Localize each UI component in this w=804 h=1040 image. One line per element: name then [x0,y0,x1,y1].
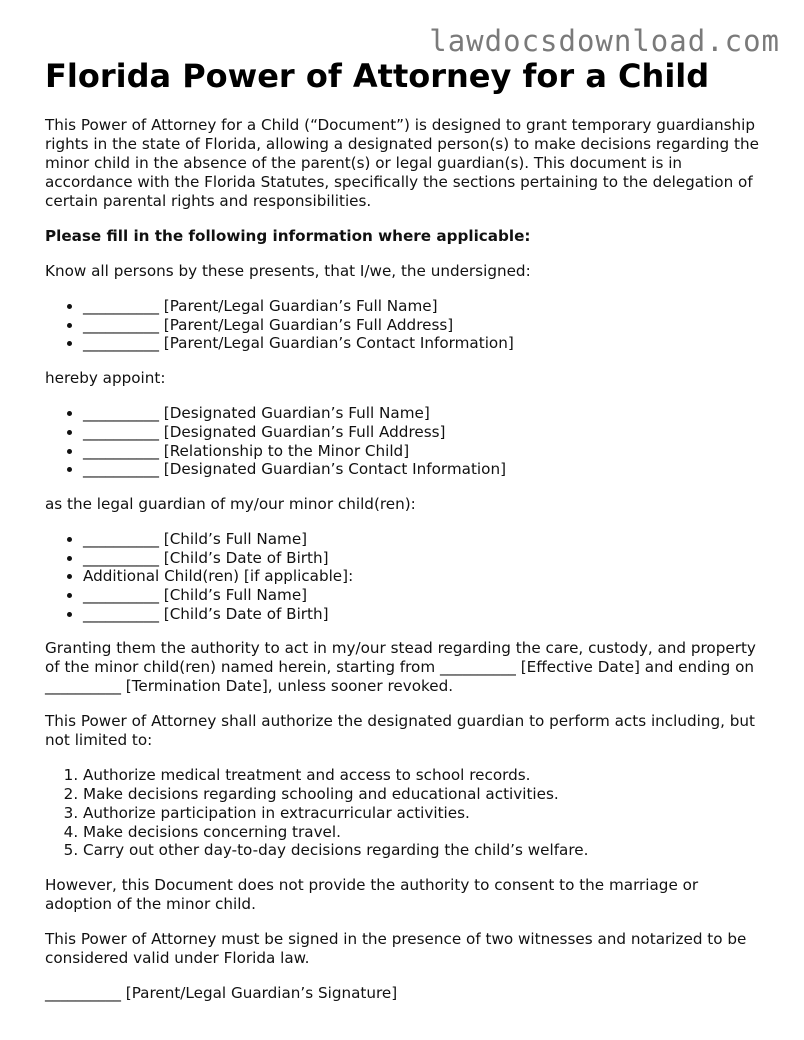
signing-requirement-paragraph: This Power of Attorney must be signed in the presence of two witnesses and notarized to be considered valid under Florida law. [45,929,747,967]
parent-field-address: • __________ [Parent/Legal Guardian’s Full Address] [83,316,767,335]
guardian-fields-list [45,404,767,479]
child-field-name: • __________ [Child’s Full Name] [83,530,767,549]
child-fields-list [45,530,767,624]
instruction-heading: Please fill in the following information where applicable: [45,227,531,245]
power-item: 3. Authorize participation in extracurricular activities. [83,804,767,823]
document-title: Florida Power of Attorney for a Child [45,57,710,95]
additional-children-label: • Additional Child(ren) [if applicable]: [83,567,767,586]
granting-paragraph: Granting them the authority to act in my/our stead regarding the care, custody, and property of the minor child(ren) named herein, starting from __________ [Effective Date] and ending on __________ [Termination Date], unless sooner revoked. [45,639,756,696]
power-item: 4. Make decisions concerning travel. [83,823,767,842]
signature-line: __________ [Parent/Legal Guardian’s Signature] [45,983,398,1002]
intro-paragraph: This Power of Attorney for a Child (“Document”) is designed to grant temporary guardianship rights in the state of Florida, allowing a designated person(s) to make decisions regarding the minor child in the absence of the parent(s) or legal guardian(s). This document is in accordance with the Florida Statutes, specifically the sections pertaining to the delegation of certain parental rights and responsibilities. [45,116,759,210]
guardian-field-relationship: • __________ [Relationship to the Minor Child] [83,442,767,461]
power-item: 2. Make decisions regarding schooling and educational activities. [83,785,767,804]
child-field-dob: • __________ [Child’s Date of Birth] [83,549,767,568]
parent-fields-list [45,297,767,353]
document-body [45,56,767,1019]
guardian-field-contact: • __________ [Designated Guardian’s Contact Information] [83,460,767,479]
additional-child-field-name: • __________ [Child’s Full Name] [83,586,767,605]
legal-guardian-paragraph: as the legal guardian of my/our minor child(ren): [45,494,416,513]
guardian-field-address: • __________ [Designated Guardian’s Full Address] [83,423,767,442]
know-all-paragraph: Know all persons by these presents, that I/we, the undersigned: [45,262,531,280]
additional-child-field-dob: • __________ [Child’s Date of Birth] [83,605,767,624]
powers-list [45,766,767,860]
watermark: lawdocsdownload.com [429,24,780,58]
power-item: 1. Authorize medical treatment and access to school records. [83,766,767,785]
parent-field-contact: • __________ [Parent/Legal Guardian’s Contact Information] [83,334,767,353]
limitation-paragraph: However, this Document does not provide the authority to consent to the marriage or adoption of the minor child. [45,875,699,913]
parent-field-name: • __________ [Parent/Legal Guardian’s Full Name] [83,297,767,316]
power-item: 5. Carry out other day-to-day decisions regarding the child’s welfare. [83,841,767,860]
guardian-field-name: • __________ [Designated Guardian’s Full Name] [83,404,767,423]
hereby-appoint-paragraph: hereby appoint: [45,369,166,388]
authorize-intro-paragraph: This Power of Attorney shall authorize the designated guardian to perform acts including, but not limited to: [45,712,755,750]
